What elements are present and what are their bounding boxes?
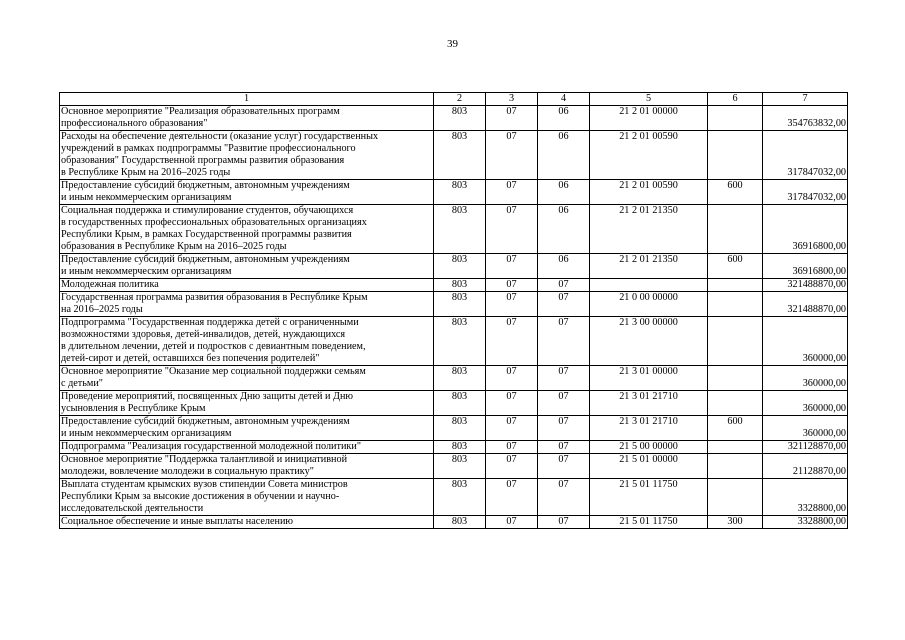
grbs-code-cell: 803 xyxy=(434,391,486,416)
row-name-cell: Государственная программа развития образования в Республике Крым на 2016–2025 годы xyxy=(60,292,434,317)
amount-cell: 36916800,00 xyxy=(763,254,848,279)
target-article-cell: 21 2 01 00000 xyxy=(590,106,708,131)
table-row xyxy=(60,479,848,516)
grbs-code-cell: 803 xyxy=(434,366,486,391)
grbs-code-cell: 803 xyxy=(434,416,486,441)
expense-type-cell: 300 xyxy=(708,516,763,529)
expense-type-cell xyxy=(708,317,763,366)
section-code-cell: 07 xyxy=(486,106,538,131)
expense-type-cell xyxy=(708,391,763,416)
expense-type-cell xyxy=(708,366,763,391)
section-code-cell: 07 xyxy=(486,254,538,279)
row-name-cell: Проведение мероприятий, посвященных Дню защиты детей и Дню усыновления в Республике Крым xyxy=(60,391,434,416)
expense-type-cell xyxy=(708,279,763,292)
amount-cell: 354763832,00 xyxy=(763,106,848,131)
subsection-code-cell: 07 xyxy=(538,479,590,516)
table-row xyxy=(60,131,848,180)
subsection-code-cell: 07 xyxy=(538,366,590,391)
expense-type-cell: 600 xyxy=(708,254,763,279)
target-article-cell: 21 3 01 21710 xyxy=(590,391,708,416)
column-header: 1 xyxy=(60,93,434,106)
column-header: 5 xyxy=(590,93,708,106)
grbs-code-cell: 803 xyxy=(434,131,486,180)
column-header: 6 xyxy=(708,93,763,106)
grbs-code-cell: 803 xyxy=(434,479,486,516)
expense-type-cell xyxy=(708,205,763,254)
target-article-cell: 21 2 01 21350 xyxy=(590,254,708,279)
row-name-cell: Молодежная политика xyxy=(60,279,434,292)
amount-cell: 3328800,00 xyxy=(763,516,848,529)
row-name-cell: Предоставление субсидий бюджетным, автономным учреждениям и иным некоммерческим организациям xyxy=(60,416,434,441)
section-code-cell: 07 xyxy=(486,416,538,441)
row-name-cell: Социальное обеспечение и иные выплаты населению xyxy=(60,516,434,529)
target-article-cell: 21 0 00 00000 xyxy=(590,292,708,317)
target-article-cell: 21 3 01 21710 xyxy=(590,416,708,441)
section-code-cell: 07 xyxy=(486,205,538,254)
grbs-code-cell: 803 xyxy=(434,516,486,529)
target-article-cell: 21 5 00 00000 xyxy=(590,441,708,454)
target-article-cell: 21 2 01 00590 xyxy=(590,180,708,205)
expense-type-cell xyxy=(708,292,763,317)
amount-cell: 321128870,00 xyxy=(763,441,848,454)
row-name-cell: Основное мероприятие "Оказание мер социальной поддержки семьям с детьми" xyxy=(60,366,434,391)
grbs-code-cell: 803 xyxy=(434,454,486,479)
expense-type-cell xyxy=(708,106,763,131)
table-row xyxy=(60,205,848,254)
amount-cell: 360000,00 xyxy=(763,391,848,416)
row-name-cell: Расходы на обеспечение деятельности (оказание услуг) государственных учреждений в рамках подпрограммы "Развитие профессионального образования" Государственной программы развития образования в Республике Крым на 2016–2025 годы xyxy=(60,131,434,180)
subsection-code-cell: 07 xyxy=(538,516,590,529)
subsection-code-cell: 06 xyxy=(538,205,590,254)
table-row xyxy=(60,279,848,292)
budget-table xyxy=(59,92,848,529)
table-row xyxy=(60,454,848,479)
table-row xyxy=(60,254,848,279)
grbs-code-cell: 803 xyxy=(434,441,486,454)
expense-type-cell: 600 xyxy=(708,416,763,441)
amount-cell: 360000,00 xyxy=(763,317,848,366)
table-row xyxy=(60,366,848,391)
grbs-code-cell: 803 xyxy=(434,279,486,292)
table-row xyxy=(60,391,848,416)
target-article-cell: 21 5 01 11750 xyxy=(590,479,708,516)
column-header: 2 xyxy=(434,93,486,106)
column-header: 4 xyxy=(538,93,590,106)
expense-type-cell xyxy=(708,441,763,454)
row-name-cell: Предоставление субсидий бюджетным, автономным учреждениям и иным некоммерческим организациям xyxy=(60,180,434,205)
amount-cell: 36916800,00 xyxy=(763,205,848,254)
amount-cell: 360000,00 xyxy=(763,366,848,391)
subsection-code-cell: 06 xyxy=(538,131,590,180)
page-number: 39 xyxy=(447,38,458,50)
section-code-cell: 07 xyxy=(486,441,538,454)
row-name-cell: Выплата студентам крымских вузов стипендии Совета министров Республики Крым за высокие достижения в обучении и научно- исследовательской деятельности xyxy=(60,479,434,516)
expense-type-cell xyxy=(708,454,763,479)
table-row xyxy=(60,180,848,205)
expense-type-cell xyxy=(708,131,763,180)
section-code-cell: 07 xyxy=(486,279,538,292)
row-name-cell: Основное мероприятие "Поддержка талантливой и инициативной молодежи, вовлечение молодежи в социальную практику" xyxy=(60,454,434,479)
target-article-cell: 21 5 01 00000 xyxy=(590,454,708,479)
table-row xyxy=(60,292,848,317)
grbs-code-cell: 803 xyxy=(434,317,486,366)
section-code-cell: 07 xyxy=(486,391,538,416)
section-code-cell: 07 xyxy=(486,317,538,366)
target-article-cell: 21 2 01 21350 xyxy=(590,205,708,254)
section-code-cell: 07 xyxy=(486,454,538,479)
section-code-cell: 07 xyxy=(486,292,538,317)
row-name-cell: Социальная поддержка и стимулирование студентов, обучающихся в государственных профессиональных образовательных организациях Республики Крым, в рамках Государственной программы развития образования в Республике Крым на 2016–2025 годы xyxy=(60,205,434,254)
row-name-cell: Основное мероприятие "Реализация образовательных программ профессионального образования" xyxy=(60,106,434,131)
subsection-code-cell: 07 xyxy=(538,441,590,454)
subsection-code-cell: 06 xyxy=(538,106,590,131)
table-row xyxy=(60,317,848,366)
row-name-cell: Подпрограмма "Реализация государственной молодежной политики" xyxy=(60,441,434,454)
expense-type-cell: 600 xyxy=(708,180,763,205)
column-header: 7 xyxy=(763,93,848,106)
amount-cell: 321488870,00 xyxy=(763,292,848,317)
section-code-cell: 07 xyxy=(486,131,538,180)
section-code-cell: 07 xyxy=(486,366,538,391)
target-article-cell: 21 3 00 00000 xyxy=(590,317,708,366)
column-header: 3 xyxy=(486,93,538,106)
amount-cell: 21128870,00 xyxy=(763,454,848,479)
header-row xyxy=(60,93,848,106)
target-article-cell: 21 3 01 00000 xyxy=(590,366,708,391)
amount-cell: 3328800,00 xyxy=(763,479,848,516)
grbs-code-cell: 803 xyxy=(434,180,486,205)
amount-cell: 321488870,00 xyxy=(763,279,848,292)
amount-cell: 317847032,00 xyxy=(763,131,848,180)
subsection-code-cell: 07 xyxy=(538,391,590,416)
subsection-code-cell: 07 xyxy=(538,279,590,292)
subsection-code-cell: 07 xyxy=(538,454,590,479)
table-row xyxy=(60,441,848,454)
grbs-code-cell: 803 xyxy=(434,254,486,279)
expense-type-cell xyxy=(708,479,763,516)
row-name-cell: Подпрограмма "Государственная поддержка детей с ограниченными возможностями здоровья, детей-инвалидов, детей, нуждающихся в длительном лечении, детей и подростков с девиантным поведением, детей-сирот и детей, оставшихся без попечения родителей" xyxy=(60,317,434,366)
table-row xyxy=(60,516,848,529)
subsection-code-cell: 07 xyxy=(538,292,590,317)
subsection-code-cell: 07 xyxy=(538,416,590,441)
grbs-code-cell: 803 xyxy=(434,205,486,254)
section-code-cell: 07 xyxy=(486,180,538,205)
row-name-cell: Предоставление субсидий бюджетным, автономным учреждениям и иным некоммерческим организациям xyxy=(60,254,434,279)
target-article-cell: 21 5 01 11750 xyxy=(590,516,708,529)
grbs-code-cell: 803 xyxy=(434,106,486,131)
subsection-code-cell: 07 xyxy=(538,317,590,366)
section-code-cell: 07 xyxy=(486,516,538,529)
target-article-cell: 21 2 01 00590 xyxy=(590,131,708,180)
table-row xyxy=(60,106,848,131)
subsection-code-cell: 06 xyxy=(538,254,590,279)
section-code-cell: 07 xyxy=(486,479,538,516)
amount-cell: 317847032,00 xyxy=(763,180,848,205)
table-row xyxy=(60,416,848,441)
amount-cell: 360000,00 xyxy=(763,416,848,441)
subsection-code-cell: 06 xyxy=(538,180,590,205)
grbs-code-cell: 803 xyxy=(434,292,486,317)
target-article-cell xyxy=(590,279,708,292)
